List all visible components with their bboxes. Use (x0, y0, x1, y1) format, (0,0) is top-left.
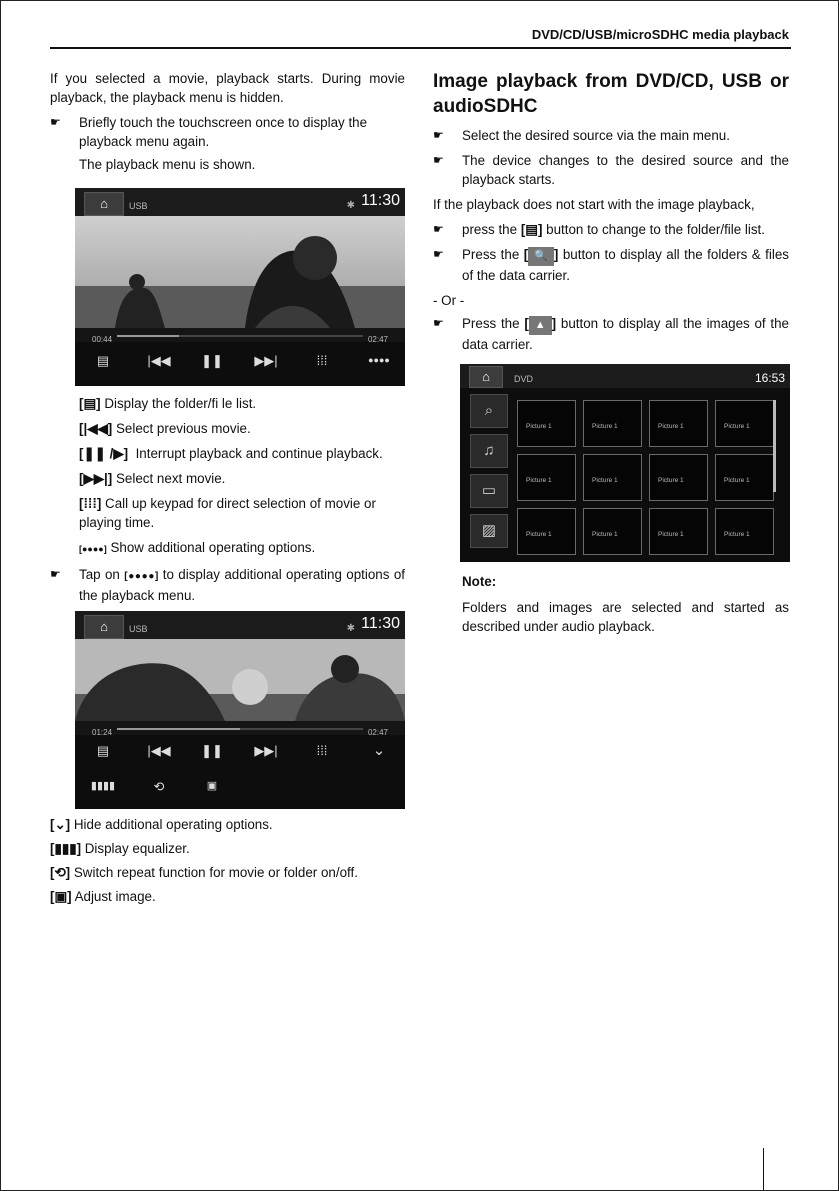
image-tile[interactable] (715, 508, 774, 555)
image-tile-label: Picture 1 (592, 477, 618, 484)
legend-hide: [⌄] Hide additional operating options. (50, 817, 273, 832)
total-time: 02:47 (367, 728, 388, 737)
keypad-icon[interactable]: ⁞⁞⁞ (316, 743, 328, 758)
image-tile[interactable] (649, 454, 708, 501)
image-tile[interactable] (517, 454, 576, 501)
clock: 11:30 (361, 192, 400, 209)
image-tile-label: Picture 1 (658, 423, 684, 430)
legend-more: [●●●●] Show additional operating options. (79, 540, 316, 555)
pointing-hand-icon: ☛ (50, 115, 61, 129)
folder-list-icon[interactable]: ▤ (96, 353, 110, 368)
note-block (462, 572, 789, 636)
footer-rule (763, 1148, 764, 1190)
bluetooth-icon: ✱ (346, 623, 355, 634)
next-icon[interactable]: ▶▶| (254, 743, 278, 758)
screen-top-bar (75, 611, 405, 639)
image-tile[interactable] (649, 508, 708, 555)
bullet-folder-list: ☛ press the [▤] button to change to the folder/file list. (433, 222, 765, 237)
images-icon: ▲ (529, 316, 552, 335)
pointing-hand-icon: ☛ (50, 567, 61, 581)
equalizer-icon[interactable]: ▮▮▮▮ (90, 780, 116, 792)
home-icon[interactable]: ⌂ (469, 366, 503, 388)
section-title: Image playback from DVD/CD, USB or audioSDHC (433, 71, 789, 117)
progress-bar[interactable] (75, 328, 405, 342)
legend-next: [▶▶|] Select next movie. (79, 471, 226, 486)
note-text: Folders and images are selected and started as described under audio playback. (462, 600, 789, 634)
image-tile-label: Picture 1 (526, 477, 552, 484)
image-tile[interactable] (583, 454, 642, 501)
result-text: The playback menu is shown. (79, 157, 256, 172)
movie-frame (75, 216, 405, 328)
header-rule (50, 47, 791, 49)
legend-list (79, 394, 405, 559)
image-tile-label: Picture 1 (724, 477, 750, 484)
repeat-icon[interactable]: ⟲ (153, 779, 165, 794)
pause-icon[interactable]: ❚❚ (201, 353, 223, 368)
music-icon[interactable]: ♫ (470, 434, 508, 468)
image-tile-label: Picture 1 (658, 531, 684, 538)
image-tile-label: Picture 1 (592, 531, 618, 538)
legend-equalizer: [▮▮▮] Display equalizer. (50, 841, 190, 856)
image-tile[interactable] (715, 454, 774, 501)
video-icon[interactable]: ▭ (470, 474, 508, 508)
note-label: Note: (462, 574, 497, 589)
previous-icon[interactable]: |◀◀ (147, 353, 171, 368)
screen-top-bar (75, 188, 405, 216)
source-label: USB (129, 624, 148, 634)
bullet-device-changes: ☛ The device changes to the desired source and the playback starts. (433, 153, 789, 187)
image-browser-screen (460, 364, 790, 562)
legend-previous: [|◀◀] Select previous movie. (79, 421, 251, 436)
or-separator: - Or - (433, 293, 465, 308)
bullet-search: ☛ Press the [ 🔍 ] button to display all the folders & files of the data carrier. (433, 247, 789, 283)
image-tile[interactable] (649, 400, 708, 447)
running-header: DVD/CD/USB/microSDHC media playback (531, 27, 789, 42)
search-icon: 🔍 (528, 247, 554, 266)
control-row (75, 351, 405, 381)
clock: 16:53 (754, 371, 785, 385)
intro-paragraph: If you selected a movie, playback starts. During movie playback, the playback menu is hidden. (50, 71, 405, 105)
adjust-image-icon[interactable]: ▣ (206, 780, 218, 792)
screen-top-bar (460, 364, 790, 388)
right-column (433, 69, 789, 636)
bullet-touch: ☛ Briefly touch the touchscreen once to display the playback menu again. (50, 115, 368, 149)
pointing-hand-icon: ☛ (433, 247, 444, 261)
pause-icon[interactable]: ❚❚ (201, 743, 223, 758)
elapsed-time: 00:44 (92, 335, 113, 344)
image-tile-label: Picture 1 (724, 531, 750, 538)
source-label: DVD (514, 374, 534, 384)
side-menu (470, 394, 508, 554)
pointing-hand-icon: ☛ (433, 316, 444, 330)
home-icon[interactable]: ⌂ (84, 615, 124, 639)
next-icon[interactable]: ▶▶| (254, 353, 278, 368)
image-tile[interactable] (583, 400, 642, 447)
image-tile[interactable] (715, 400, 774, 447)
legend-repeat: [⟲] Switch repeat function for movie or folder on/off. (50, 865, 358, 880)
clock: 11:30 (361, 615, 400, 632)
image-tile-label: Picture 1 (526, 531, 552, 538)
legend-list-options (50, 815, 405, 906)
bullet-select-source: ☛ Select the desired source via the main menu. (433, 128, 730, 143)
image-tile-label: Picture 1 (724, 423, 750, 430)
left-column (50, 69, 405, 912)
playback-screen-options (75, 611, 405, 809)
image-tile-label: Picture 1 (592, 423, 618, 430)
legend-folder: [▤] Display the folder/fi le list. (79, 396, 257, 411)
legend-pause: [❚❚ /▶] Interrupt playback and continue playback. (79, 446, 383, 461)
chevron-down-icon[interactable]: ⌄ (372, 742, 386, 759)
folder-list-icon[interactable]: ▤ (96, 743, 110, 758)
image-tile[interactable] (583, 508, 642, 555)
search-icon[interactable]: ⌕ (470, 394, 508, 428)
movie-frame (75, 639, 405, 721)
pointing-hand-icon: ☛ (433, 153, 444, 167)
previous-icon[interactable]: |◀◀ (147, 743, 171, 758)
legend-keypad: [⁞⁞⁞] Call up keypad for direct selection of movie or playing time. (79, 496, 376, 530)
elapsed-time: 01:24 (92, 728, 113, 737)
pointing-hand-icon: ☛ (433, 128, 444, 142)
legend-adjust: [▣] Adjust image. (50, 889, 156, 904)
bullet-tap: ☛ Tap on [●●●●] to display additional operating options of the playback menu. (50, 567, 405, 603)
pointing-hand-icon: ☛ (433, 222, 444, 236)
image-tile[interactable] (517, 400, 576, 447)
control-row (75, 741, 405, 765)
playback-screen (75, 188, 405, 386)
options-row (75, 777, 405, 801)
progress-bar[interactable] (75, 721, 405, 735)
bullet-images: ☛ Press the [ ▲ ] button to display all the images of the data carrier. (433, 316, 789, 352)
image-tile-label: Picture 1 (526, 423, 552, 430)
scrollbar[interactable] (773, 400, 776, 492)
image-tile[interactable] (517, 508, 576, 555)
keypad-icon[interactable]: ⁞⁞⁞ (316, 353, 328, 368)
bluetooth-icon: ✱ (346, 200, 355, 211)
total-time: 02:47 (367, 335, 388, 344)
image-tile-label: Picture 1 (658, 477, 684, 484)
image-icon[interactable]: ▨ (470, 514, 508, 548)
home-icon[interactable]: ⌂ (84, 192, 124, 216)
source-label: USB (129, 201, 148, 211)
more-options-icon[interactable]: ●●●● (368, 355, 390, 365)
if-paragraph: If the playback does not start with the image playback, (433, 197, 755, 212)
